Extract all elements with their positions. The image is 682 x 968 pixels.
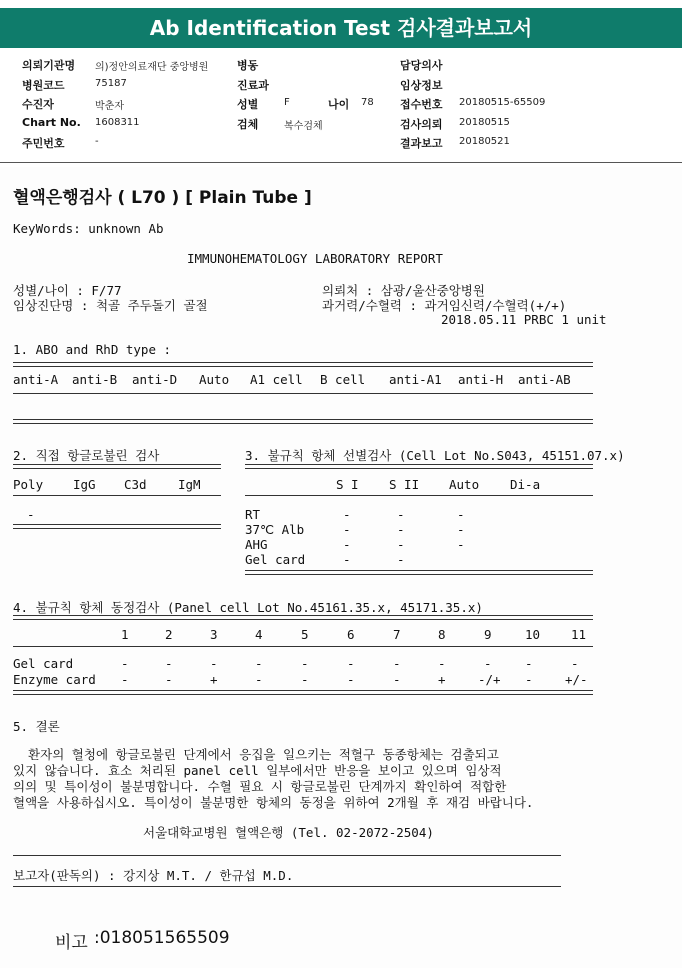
panel-result-cell: - xyxy=(121,656,129,671)
screen-cell: - xyxy=(397,552,405,567)
abo-anti-b: anti-B xyxy=(72,372,118,387)
abo-a1-cell: A1 cell xyxy=(250,372,303,387)
specimen-value: 복수검체 xyxy=(284,121,323,132)
divider xyxy=(13,362,593,367)
screen-cell: - xyxy=(343,537,351,552)
panel-result-cell: - xyxy=(255,656,263,671)
panel-result-cell: + xyxy=(438,672,446,687)
chart-no-value: 1608311 xyxy=(95,117,140,128)
referrer-line: 의뢰처 : 삼광/울산중앙병원 xyxy=(322,283,485,298)
header-divider xyxy=(0,162,682,163)
abo-anti-d: anti-D xyxy=(132,372,178,387)
screen-row-label: Gel card xyxy=(245,552,306,567)
screen-cell: - xyxy=(397,537,405,552)
sex-label: 성별 xyxy=(237,98,259,111)
divider xyxy=(13,464,221,469)
clinical-info-label: 임상정보 xyxy=(400,79,443,92)
conclusion-line: 의의 및 특이성이 불분명합니다. 수혈 필요 시 항글로불린 단계까지 확인하여 적합한 xyxy=(13,779,507,794)
transfusion-line: 2018.05.11 PRBC 1 unit xyxy=(441,312,607,327)
diagnosis-line: 임상진단명 : 척골 주두돌기 골절 xyxy=(13,298,208,313)
institution-label: 의뢰기관명 xyxy=(22,59,76,72)
screen-cell: - xyxy=(457,537,465,552)
divider xyxy=(13,886,561,887)
panel-row-label: Gel card xyxy=(13,656,74,671)
screen-cell: - xyxy=(457,522,465,537)
sex-age-line: 성별/나이 : F/77 xyxy=(13,283,122,298)
screen-row-label: 37℃ Alb xyxy=(245,522,305,537)
divider xyxy=(13,855,561,856)
section1-title: 1. ABO and RhD type : xyxy=(13,342,172,357)
screen-cell: - xyxy=(343,507,351,522)
age-label: 나이 xyxy=(328,98,350,111)
panel-cell-number: 6 xyxy=(347,627,355,642)
divider xyxy=(13,690,593,695)
panel-cell-number: 1 xyxy=(121,627,129,642)
screen-sii: S II xyxy=(389,477,420,492)
dat-poly: Poly xyxy=(13,477,44,492)
request-value: 20180515 xyxy=(459,117,510,128)
remark-value: :018051565509 xyxy=(94,928,230,948)
screen-row-label: RT xyxy=(245,507,261,522)
panel-result-cell: - xyxy=(347,656,355,671)
panel-cell-number: 2 xyxy=(165,627,173,642)
screen-si: S I xyxy=(336,477,359,492)
dat-c3d: C3d xyxy=(124,477,147,492)
dept-label: 진료과 xyxy=(237,79,269,92)
hospital-code-label: 병원코드 xyxy=(22,79,65,92)
panel-cell-number: 8 xyxy=(438,627,446,642)
divider xyxy=(13,646,593,647)
section5-title: 5. 결론 xyxy=(13,719,60,734)
panel-result-cell: - xyxy=(393,656,401,671)
panel-cell-number: 7 xyxy=(393,627,401,642)
receipt-label: 접수번호 xyxy=(400,98,443,111)
specimen-label: 검체 xyxy=(237,118,259,131)
dat-igg: IgG xyxy=(73,477,96,492)
divider xyxy=(13,524,221,529)
history-line: 과거력/수혈력 : 과거임신력/수혈력(+/+) xyxy=(322,298,567,313)
abo-anti-ab: anti-AB xyxy=(518,372,571,387)
panel-cell-number: 9 xyxy=(484,627,492,642)
lab-title: IMMUNOHEMATOLOGY LABORATORY REPORT xyxy=(187,251,443,266)
panel-result-cell: - xyxy=(165,672,173,687)
panel-result-cell: - xyxy=(255,672,263,687)
screen-dia: Di-a xyxy=(510,477,541,492)
divider xyxy=(245,570,593,575)
divider xyxy=(13,393,593,394)
receipt-value: 20180515-65509 xyxy=(459,97,546,108)
conclusion-line: 있지 않습니다. 효소 처리된 panel cell 일부에서만 반응을 보이고 있으며 임상적 xyxy=(13,763,502,778)
panel-row-label: Enzyme card xyxy=(13,672,96,687)
sex-value: F xyxy=(284,97,290,108)
patient-label: 수진자 xyxy=(22,98,54,111)
panel-result-cell: - xyxy=(165,656,173,671)
section3-title: 3. 불규칙 항체 선별검사 (Cell Lot No.S043, 45151.07.x) xyxy=(245,448,625,463)
report-banner-title: Ab Identification Test 검사결과보고서 xyxy=(0,8,682,48)
abo-anti-a1: anti-A1 xyxy=(389,372,442,387)
abo-anti-h: anti-H xyxy=(458,372,504,387)
divider xyxy=(13,615,593,620)
signature-hospital: 서울대학교병원 혈액은행 (Tel. 02-2072-2504) xyxy=(143,825,434,840)
doctor-label: 담당의사 xyxy=(400,59,443,72)
panel-cell-number: 4 xyxy=(255,627,263,642)
dat-igm: IgM xyxy=(178,477,201,492)
screen-cell: - xyxy=(343,522,351,537)
divider xyxy=(245,495,593,496)
patient-value: 박춘자 xyxy=(95,101,124,112)
panel-result-cell: -/+ xyxy=(478,672,501,687)
panel-result-cell: - xyxy=(525,672,533,687)
panel-result-cell: - xyxy=(301,656,309,671)
divider xyxy=(13,495,221,496)
screen-auto: Auto xyxy=(449,477,480,492)
institution-value: 의)정안의료재단 중앙병원 xyxy=(95,62,209,73)
abo-auto: Auto xyxy=(199,372,230,387)
panel-result-cell: +/- xyxy=(565,672,588,687)
abo-anti-a: anti-A xyxy=(13,372,59,387)
section2-title: 2. 직접 항글로불린 검사 xyxy=(13,448,160,463)
chart-no-label: Chart No. xyxy=(22,116,81,129)
panel-cell-number: 11 xyxy=(571,627,587,642)
report-title: 혈액은행검사 ( L70 ) [ Plain Tube ] xyxy=(13,188,312,208)
divider xyxy=(13,419,593,424)
panel-result-cell: - xyxy=(484,656,492,671)
divider xyxy=(245,464,593,469)
panel-result-cell: - xyxy=(571,656,579,671)
panel-result-cell: - xyxy=(438,656,446,671)
panel-result-cell: - xyxy=(347,672,355,687)
report-date-label: 결과보고 xyxy=(400,137,443,150)
screen-row-label: AHG xyxy=(245,537,268,552)
report-date-value: 20180521 xyxy=(459,136,510,147)
conclusion-line: 혈액을 사용하십시오. 특이성이 불분명한 항체의 동정을 위하여 2개월 후 재검 바랍니다. xyxy=(13,795,534,810)
panel-result-cell: - xyxy=(210,656,218,671)
conclusion-line: 환자의 혈청에 항글로불린 단계에서 응집을 일으키는 적혈구 동종항체는 검출되고 xyxy=(13,747,499,762)
screen-cell: - xyxy=(343,552,351,567)
hospital-code-value: 75187 xyxy=(95,78,127,89)
panel-cell-number: 5 xyxy=(301,627,309,642)
panel-result-cell: + xyxy=(210,672,218,687)
age-value: 78 xyxy=(361,97,374,108)
panel-result-cell: - xyxy=(393,672,401,687)
section4-title: 4. 불규칙 항체 동정검사 (Panel cell Lot No.45161.35.x, 45171.35.x) xyxy=(13,600,483,615)
panel-cell-number: 3 xyxy=(210,627,218,642)
panel-cell-number: 10 xyxy=(525,627,541,642)
resident-id-label: 주민번호 xyxy=(22,137,65,150)
request-label: 검사의뢰 xyxy=(400,118,443,131)
ward-label: 병동 xyxy=(237,59,259,72)
screen-cell: - xyxy=(397,507,405,522)
reporter-line: 보고자(판독의) : 강지상 M.T. / 한규섭 M.D. xyxy=(13,868,294,883)
abo-b-cell: B cell xyxy=(320,372,366,387)
dat-result: - xyxy=(27,507,35,522)
resident-id-value: - xyxy=(95,136,99,147)
remark-label: 비고 xyxy=(55,933,88,953)
panel-result-cell: - xyxy=(301,672,309,687)
screen-cell: - xyxy=(397,522,405,537)
panel-result-cell: - xyxy=(121,672,129,687)
screen-cell: - xyxy=(457,507,465,522)
panel-result-cell: - xyxy=(525,656,533,671)
keywords: KeyWords: unknown Ab xyxy=(13,221,164,236)
